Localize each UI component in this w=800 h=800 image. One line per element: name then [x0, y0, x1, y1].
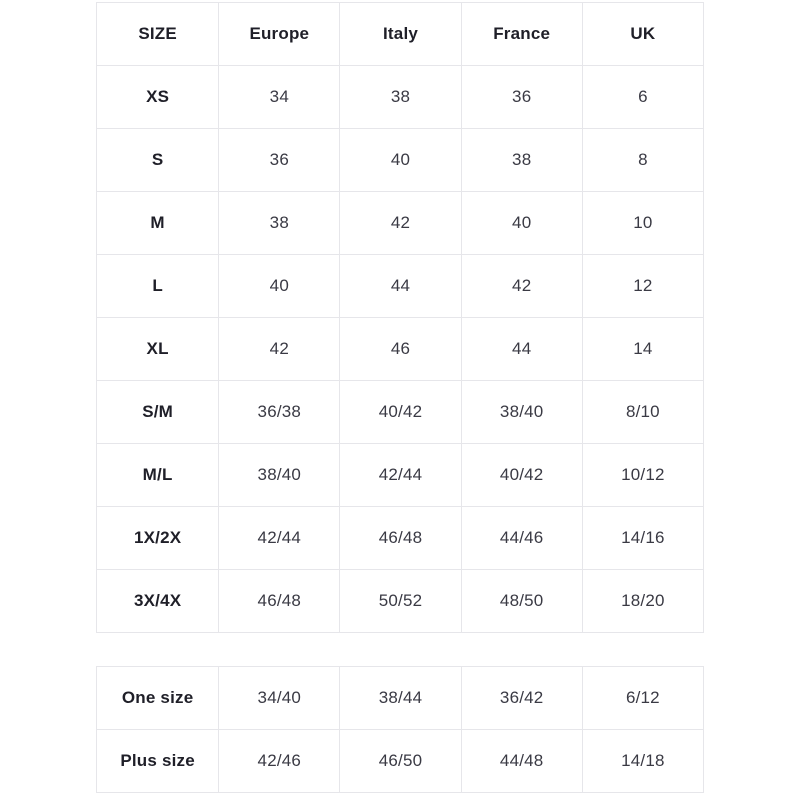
cell-m-l-uk: 10/12: [582, 444, 703, 507]
row-label-one-size: One size: [97, 667, 219, 730]
table-row: [97, 730, 704, 793]
row-label-s-m: S/M: [97, 381, 219, 444]
main-size-table-body: [97, 66, 704, 633]
column-header-uk: UK: [582, 3, 703, 66]
table-row: [97, 444, 704, 507]
table-row: [97, 318, 704, 381]
column-header-europe: Europe: [219, 3, 340, 66]
table-row: [97, 507, 704, 570]
table-header-row: [97, 3, 704, 66]
row-label-plus-size: Plus size: [97, 730, 219, 793]
cell-3x-4x-uk: 18/20: [582, 570, 703, 633]
cell-one-size-europe: 34/40: [219, 667, 340, 730]
cell-1x-2x-uk: 14/16: [582, 507, 703, 570]
cell-s-uk: 8: [582, 129, 703, 192]
row-label-xl: XL: [97, 318, 219, 381]
secondary-size-table: [96, 666, 704, 793]
cell-xs-europe: 34: [219, 66, 340, 129]
table-row: [97, 129, 704, 192]
main-size-table-head: [97, 3, 704, 66]
row-label-1x-2x: 1X/2X: [97, 507, 219, 570]
cell-s-m-france: 38/40: [461, 381, 582, 444]
cell-s-m-italy: 40/42: [340, 381, 461, 444]
cell-xl-france: 44: [461, 318, 582, 381]
column-header-size: SIZE: [97, 3, 219, 66]
table-row: [97, 570, 704, 633]
cell-m-l-france: 40/42: [461, 444, 582, 507]
cell-3x-4x-france: 48/50: [461, 570, 582, 633]
cell-m-l-europe: 38/40: [219, 444, 340, 507]
cell-xs-italy: 38: [340, 66, 461, 129]
row-label-3x-4x: 3X/4X: [97, 570, 219, 633]
column-header-italy: Italy: [340, 3, 461, 66]
table-row: [97, 255, 704, 318]
cell-plus-size-europe: 42/46: [219, 730, 340, 793]
table-row: [97, 381, 704, 444]
cell-m-italy: 42: [340, 192, 461, 255]
cell-xl-uk: 14: [582, 318, 703, 381]
cell-l-uk: 12: [582, 255, 703, 318]
table-row: [97, 192, 704, 255]
cell-xl-italy: 46: [340, 318, 461, 381]
main-size-table: [96, 2, 704, 633]
cell-s-france: 38: [461, 129, 582, 192]
cell-s-italy: 40: [340, 129, 461, 192]
cell-m-france: 40: [461, 192, 582, 255]
cell-plus-size-italy: 46/50: [340, 730, 461, 793]
row-label-xs: XS: [97, 66, 219, 129]
cell-plus-size-france: 44/48: [461, 730, 582, 793]
row-label-l: L: [97, 255, 219, 318]
cell-xs-uk: 6: [582, 66, 703, 129]
table-row: [97, 66, 704, 129]
secondary-size-table-container: [96, 666, 704, 793]
secondary-size-table-body: [97, 667, 704, 793]
cell-m-europe: 38: [219, 192, 340, 255]
cell-3x-4x-europe: 46/48: [219, 570, 340, 633]
cell-s-m-uk: 8/10: [582, 381, 703, 444]
cell-xl-europe: 42: [219, 318, 340, 381]
cell-one-size-france: 36/42: [461, 667, 582, 730]
cell-s-m-europe: 36/38: [219, 381, 340, 444]
cell-l-france: 42: [461, 255, 582, 318]
cell-1x-2x-france: 44/46: [461, 507, 582, 570]
main-size-table-container: [96, 2, 704, 633]
cell-m-uk: 10: [582, 192, 703, 255]
cell-l-italy: 44: [340, 255, 461, 318]
cell-1x-2x-italy: 46/48: [340, 507, 461, 570]
cell-m-l-italy: 42/44: [340, 444, 461, 507]
cell-1x-2x-europe: 42/44: [219, 507, 340, 570]
cell-l-europe: 40: [219, 255, 340, 318]
cell-3x-4x-italy: 50/52: [340, 570, 461, 633]
cell-one-size-uk: 6/12: [582, 667, 703, 730]
cell-one-size-italy: 38/44: [340, 667, 461, 730]
row-label-s: S: [97, 129, 219, 192]
column-header-france: France: [461, 3, 582, 66]
cell-xs-france: 36: [461, 66, 582, 129]
table-row: [97, 667, 704, 730]
cell-plus-size-uk: 14/18: [582, 730, 703, 793]
row-label-m-l: M/L: [97, 444, 219, 507]
cell-s-europe: 36: [219, 129, 340, 192]
row-label-m: M: [97, 192, 219, 255]
